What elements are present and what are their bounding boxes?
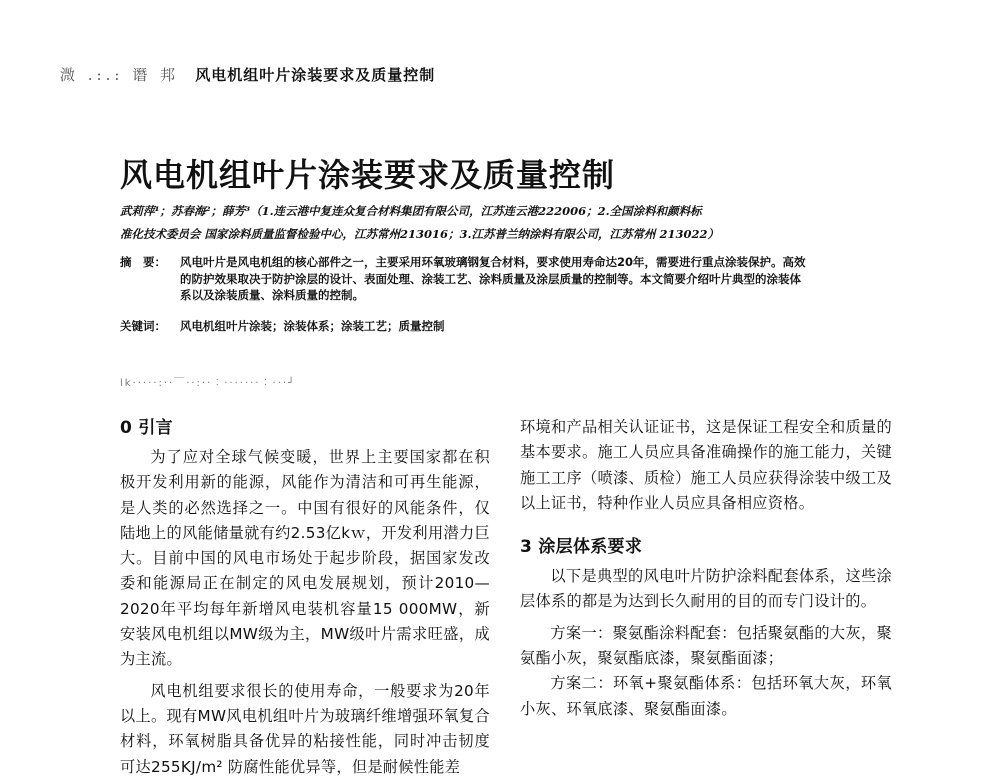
abstract-label: 摘 要： <box>120 255 166 269</box>
keywords-label: 关键词： <box>120 319 166 333</box>
paragraph-scheme-2: 方案二：环氧+聚氨酯体系：包括环氧大灰，环氧小灰、环氧底漆、聚氨酯面漆。 <box>520 674 892 718</box>
authors-line-1: 武莉萍¹；苏春海²；薛芳³（1.连云港中复连众复合材料集团有限公司，江苏连云港222006；2.全国涂料和颜料标 <box>120 204 702 218</box>
running-head-title: 风电机组叶片涂装要求及质量控制 <box>195 66 436 84</box>
right-column <box>520 415 892 722</box>
running-head-marks: 溦 .:.: 谮 邦 <box>60 66 179 84</box>
authors-affiliations <box>120 200 820 246</box>
paragraph: 为了应对全球气候变暖，世界上主要国家都在积极开发利用新的能源，风能作为清洁和可再生能源，是人类的必然选择之一。中国有很好的风能条件，仅陆地上的风能储量就有约2.53亿kｗ，开发利用潜力巨大。目前中国的风电市场处于起步阶段，据国家发改委和能源局正在制定的风电发展规划，预计2010—2020年平均每年新增风电装机容量15 000MW，新安装风电机组以MW级为主，MW级叶片需求旺盛，成为主流。 <box>120 448 490 669</box>
running-head <box>60 64 435 85</box>
paragraph-scheme-1: 方案一：聚氨酯涂料配套：包括聚氨酯的大灰，聚氨酯小灰，聚氨酯底漆，聚氨酯面漆； <box>520 623 892 668</box>
keywords <box>120 318 810 334</box>
authors-line-2: 准化技术委员会 国家涂料质量监督检验中心，江苏常州213016；3.江苏普兰纳涂料有限公司，江苏常州 213022） <box>120 227 720 241</box>
paragraph: 以下是典型的风电叶片防护涂料配套体系，这些涂层体系的都是为达到长久耐用的目的而专门设计的。 <box>520 567 892 611</box>
abstract-text: 风电叶片是风电机组的核心部件之一，主要采用环氧玻璃钢复合材料，要求使用寿命达20年，需要进行重点涂装保护。高效的防护效果取决于防护涂层的设计、表面处理、涂装工艺、涂料质量及涂层质量的控制等。本文简要介绍叶片典型的涂装体系以及涂装质量、涂料质量的控制。 <box>180 255 806 302</box>
paragraph-continued: 环境和产品相关认证证书，这是保证工程安全和质量的基本要求。施工人员应具备准确操作的施工能力，关键施工工序（喷漆、质检）施工人员应获得涂装中级工及以上证书，特种作业人员应具备相应资格。 <box>520 418 892 512</box>
article-title: 风电机组叶片涂装要求及质量控制 <box>120 156 616 194</box>
scan-noise-line: lk·····:··￣··:··︰·······︰···┘ <box>120 378 297 389</box>
left-column <box>120 415 490 780</box>
abstract <box>120 254 810 304</box>
section-heading-coating-system: 3 涂层体系要求 <box>520 537 643 558</box>
paragraph: 风电机组要求很长的使用寿命，一般要求为20年以上。现有MW风电机组叶片为玻璃纤维增强环氧复合材料，环氧树脂具备优异的粘接性能，同时冲击韧度可达255KJ/m² 防腐性能优异等，但是耐候性能差 <box>120 681 490 776</box>
keywords-text: 风电机组叶片涂装；涂装体系；涂装工艺；质量控制 <box>180 319 445 333</box>
section-heading-introduction: 0 引言 <box>120 418 173 438</box>
